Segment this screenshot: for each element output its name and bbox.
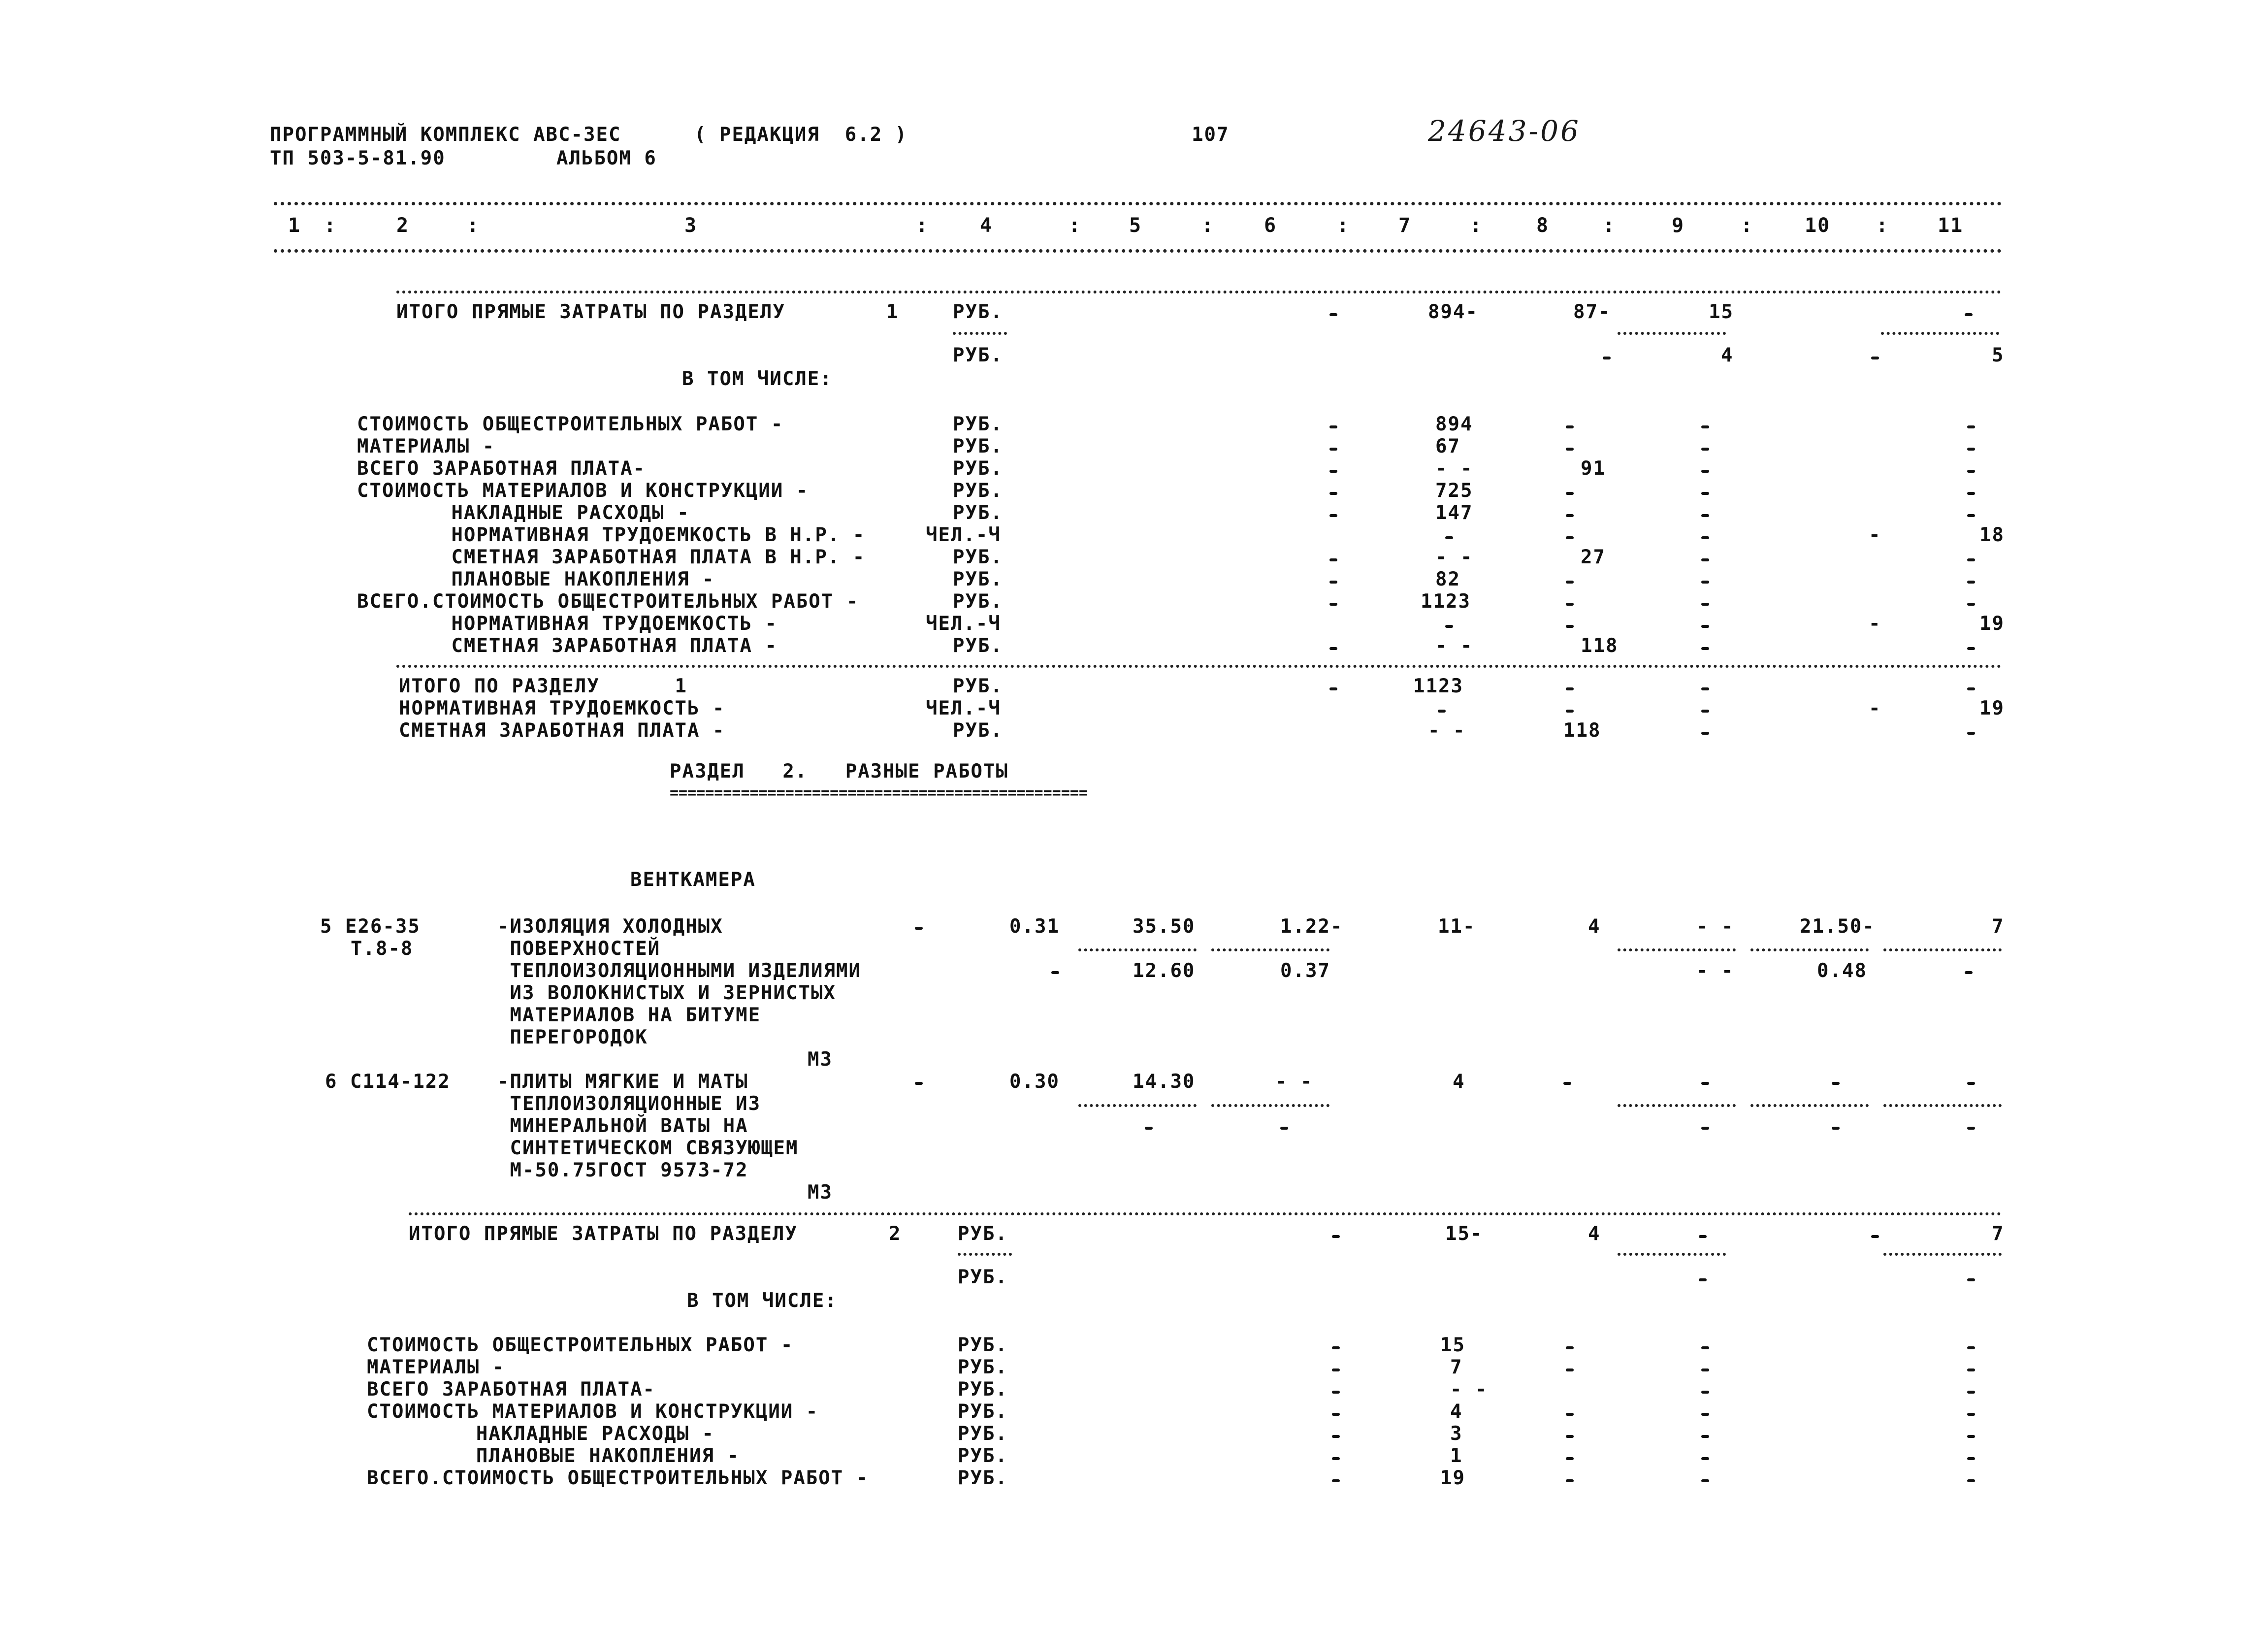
item6-line: -ПЛИТЫ МЯГКИЕ И МАТЫ <box>497 1071 748 1093</box>
row-label: СМЕТНАЯ ЗАРАБОТНАЯ ПЛАТА - <box>414 635 778 657</box>
item6-line: МИНЕРАЛЬНОЙ ВАТЫ НА <box>497 1115 748 1137</box>
row-unit: ЧЕЛ.-Ч <box>926 524 1001 546</box>
item5-c9b: - - <box>1696 960 1734 982</box>
dash-mark <box>1967 425 1975 428</box>
dash-mark <box>1701 470 1709 473</box>
section1-total-c9: 15 <box>1709 301 1734 323</box>
dash-mark <box>1329 313 1337 316</box>
row-c7: 147 <box>1435 502 1473 524</box>
row-label: СМЕТНАЯ ЗАРАБОТНАЯ ПЛАТА В Н.Р. - <box>414 546 866 568</box>
c9-rule <box>1618 1104 1736 1107</box>
dash-mark <box>1967 492 1975 495</box>
col-7: 7 <box>1398 214 1412 237</box>
col-sep: : <box>324 214 337 237</box>
dash-mark <box>1329 514 1337 517</box>
dash-mark <box>1445 625 1453 628</box>
dash-mark <box>1701 625 1709 628</box>
dash-mark <box>1566 625 1574 628</box>
section1-total-label: ИТОГО ПРЯМЫЕ ЗАТРАТЫ ПО РАЗДЕЛУ <box>396 301 785 323</box>
section2-total-unit: РУБ. <box>958 1223 1008 1245</box>
item6-line: М-50.75ГОСТ 9573-72 <box>497 1159 748 1181</box>
dash-mark <box>1566 581 1574 584</box>
c11-rule <box>1883 948 2002 951</box>
section2-underline: =============================================== <box>670 786 1088 801</box>
dash-mark <box>1832 1082 1840 1085</box>
row-unit: РУБ. <box>958 1467 1008 1489</box>
section1-including: В ТОМ ЧИСЛЕ: <box>682 368 833 390</box>
col-4: 4 <box>980 214 993 237</box>
item6-line: ТЕПЛОИЗОЛЯЦИОННЫЕ ИЗ <box>497 1093 761 1115</box>
unit-rule <box>958 1253 1012 1256</box>
handwritten-code: 24643-06 <box>1428 114 1581 148</box>
row-c11: 18 <box>1979 524 2005 546</box>
row-unit: РУБ. <box>958 1423 1008 1445</box>
row-label: НАКЛАДНЫЕ РАСХОДЫ - <box>414 502 690 524</box>
dash-mark <box>1332 1435 1340 1438</box>
dash-mark <box>1329 687 1337 690</box>
col-sep: : <box>1201 214 1215 237</box>
row-unit: РУБ. <box>953 568 1003 590</box>
item5-c5: 35.50 <box>1133 915 1196 938</box>
item6-c7: 4 <box>1453 1071 1465 1093</box>
row-unit: ЧЕЛ.-Ч <box>926 613 1001 635</box>
section2-total-c7: 15- <box>1445 1223 1483 1245</box>
page-number: 107 <box>1192 124 1230 146</box>
c5-rule <box>1078 1104 1197 1107</box>
unit-rule <box>953 332 1007 335</box>
row-c10: - <box>1869 524 1881 546</box>
c9-rule <box>1618 1253 1726 1256</box>
dash-mark <box>1701 425 1709 428</box>
dash-mark <box>1329 448 1337 451</box>
dash-mark <box>1701 1435 1709 1438</box>
item5-c11: 7 <box>1992 915 2005 938</box>
row-unit: РУБ. <box>953 635 1003 657</box>
dash-mark <box>1566 1346 1574 1349</box>
dash-mark <box>1701 603 1709 606</box>
row-label: СТОИМОСТЬ МАТЕРИАЛОВ И КОНСТРУКЦИИ - <box>357 480 809 502</box>
dash-mark <box>1566 687 1574 690</box>
c10-rule <box>1750 948 1869 951</box>
col-8: 8 <box>1536 214 1550 237</box>
header-rule-top <box>274 202 2002 205</box>
item5-line: ИЗ ВОЛОКНИСТЫХ И ЗЕРНИСТЫХ <box>497 982 836 1004</box>
dash-mark <box>1967 448 1975 451</box>
project-code: ТП 503-5-81.90 <box>270 147 446 169</box>
item5-line: ТЕПЛОИЗОЛЯЦИОННЫМИ ИЗДЕЛИЯМИ <box>497 960 861 982</box>
dash-mark <box>1701 1391 1709 1394</box>
row-label: СТОИМОСТЬ ОБЩЕСТРОИТЕЛЬНЫХ РАБОТ - <box>357 413 784 435</box>
dash-mark <box>1699 1278 1707 1281</box>
section1-sub-c9: 4 <box>1721 344 1734 366</box>
dash-mark <box>1701 1368 1709 1371</box>
item5-c9: - - <box>1696 915 1734 938</box>
row-label: СТОИМОСТЬ МАТЕРИАЛОВ И КОНСТРУКЦИИ - <box>367 1401 819 1423</box>
dash-mark <box>1967 1368 1975 1371</box>
dash-mark <box>1329 425 1337 428</box>
item5-num: 5 Е26-35 <box>320 915 421 938</box>
dash-mark <box>1332 1235 1340 1238</box>
dash-mark <box>1566 448 1574 451</box>
col-2: 2 <box>396 214 410 237</box>
col-3: 3 <box>684 214 698 237</box>
row-label: НОРМАТИВНАЯ ТРУДОЕМКОСТЬ - <box>414 613 778 635</box>
dash-mark <box>1967 470 1975 473</box>
section1-total-unit: РУБ. <box>953 301 1003 323</box>
row-unit: РУБ. <box>958 1356 1008 1378</box>
dash-mark <box>1329 603 1337 606</box>
album: АЛЬБОМ 6 <box>556 147 657 169</box>
dash-mark <box>1967 558 1975 561</box>
dash-mark <box>1332 1368 1340 1371</box>
final-row-c8: 118 <box>1563 719 1601 742</box>
dash-mark <box>1965 313 1973 316</box>
item5-line: МАТЕРИАЛОВ НА БИТУМЕ <box>497 1004 761 1026</box>
col-10: 10 <box>1805 214 1831 237</box>
dash-mark <box>1967 1391 1975 1394</box>
row-unit: РУБ. <box>953 435 1003 457</box>
dash-mark <box>1967 647 1975 650</box>
col-11: 11 <box>1938 214 1964 237</box>
final-row-unit: ЧЕЛ.-Ч <box>926 697 1001 719</box>
item6-unit: М3 <box>808 1181 833 1204</box>
dash-mark <box>1701 492 1709 495</box>
dash-mark <box>1566 1368 1574 1371</box>
c11-rule <box>1883 1104 2002 1107</box>
row-c7: 67 <box>1435 435 1460 457</box>
row-label: ВСЕГО.СТОИМОСТЬ ОБЩЕСТРОИТЕЛЬНЫХ РАБОТ - <box>367 1467 869 1489</box>
row-unit: РУБ. <box>953 590 1003 613</box>
dash-mark <box>1965 971 1973 974</box>
item6-c6: - - <box>1275 1071 1313 1093</box>
dash-mark <box>1967 1082 1975 1085</box>
dash-mark <box>1566 603 1574 606</box>
row-c7: 7 <box>1450 1356 1463 1378</box>
row-c8: 118 <box>1581 635 1619 657</box>
c11-rule <box>1883 1253 2002 1256</box>
c6-rule <box>1211 1104 1329 1107</box>
dash-mark <box>1967 1346 1975 1349</box>
dash-mark <box>1832 1127 1840 1130</box>
dash-mark <box>1566 536 1574 539</box>
dash-mark <box>1701 687 1709 690</box>
row-label: ПЛАНОВЫЕ НАКОПЛЕНИЯ - <box>426 1445 740 1467</box>
final-row-label: ИТОГО ПО РАЗДЕЛУ 1 <box>399 675 688 697</box>
col-sep: : <box>916 214 929 237</box>
section2-unit2: РУБ. <box>958 1266 1008 1288</box>
row-c7: 19 <box>1440 1467 1465 1489</box>
dash-mark <box>1563 1082 1571 1085</box>
row-unit: РУБ. <box>958 1401 1008 1423</box>
row-label: ВСЕГО ЗАРАБОТНАЯ ПЛАТА- <box>357 457 646 480</box>
row-unit: РУБ. <box>953 480 1003 502</box>
dash-mark <box>1438 710 1446 713</box>
final-row-label: НОРМАТИВНАЯ ТРУДОЕМКОСТЬ - <box>399 697 725 719</box>
final-row-unit: РУБ. <box>953 675 1003 697</box>
dash-mark <box>1967 1278 1975 1281</box>
dash-mark <box>1566 1479 1574 1482</box>
item5-c5b: 12.60 <box>1133 960 1196 982</box>
dash-mark <box>1701 1346 1709 1349</box>
item5-line: ПЕРЕГОРОДОК <box>497 1026 648 1048</box>
dash-mark <box>1332 1457 1340 1460</box>
c9-rule <box>1618 332 1726 335</box>
section2-subtitle: ВЕНТКАМЕРА <box>630 869 756 891</box>
edition: ( РЕДАКЦИЯ 6.2 ) <box>694 124 908 146</box>
dash-mark <box>1967 581 1975 584</box>
dash-mark <box>1701 1413 1709 1416</box>
final-row-c11: 19 <box>1979 697 2005 719</box>
dash-mark <box>1871 1235 1879 1238</box>
row-unit: РУБ. <box>953 413 1003 435</box>
row-label: ПЛАНОВЫЕ НАКОПЛЕНИЯ - <box>414 568 715 590</box>
dash-mark <box>1701 732 1709 735</box>
dash-mark <box>1701 558 1709 561</box>
row-label: МАТЕРИАЛЫ - <box>367 1356 505 1378</box>
program-title: ПРОГРАММНЫЙ КОМПЛЕКС АВС-ЗЕС <box>270 124 621 146</box>
item6-c4: 0.30 <box>1009 1071 1060 1093</box>
dash-mark <box>1967 1457 1975 1460</box>
final-row-c7: 1123 <box>1413 675 1463 697</box>
item5-c6: 1.22- <box>1280 915 1343 938</box>
header-rule-bottom <box>274 249 2002 253</box>
section1-top-rule <box>396 291 2002 293</box>
dash-mark <box>1332 1346 1340 1349</box>
section2-including: В ТОМ ЧИСЛЕ: <box>687 1290 838 1312</box>
section2-top-rule <box>409 1212 2002 1215</box>
item5-unit: М3 <box>808 1048 833 1071</box>
row-unit: РУБ. <box>953 502 1003 524</box>
row-label: ВСЕГО.СТОИМОСТЬ ОБЩЕСТРОИТЕЛЬНЫХ РАБОТ - <box>357 590 859 613</box>
dash-mark <box>1566 425 1574 428</box>
dash-mark <box>1701 1127 1709 1130</box>
row-unit: РУБ. <box>958 1334 1008 1356</box>
dash-mark <box>1329 558 1337 561</box>
row-unit: РУБ. <box>953 546 1003 568</box>
row-c7: 15 <box>1440 1334 1465 1356</box>
c5-rule <box>1078 948 1197 951</box>
item6-num: 6 С114-122 <box>325 1071 451 1093</box>
dash-mark <box>1699 1235 1707 1238</box>
dash-mark <box>1329 470 1337 473</box>
item5-line: -ИЗОЛЯЦИЯ ХОЛОДНЫХ <box>497 915 723 938</box>
dash-mark <box>1701 647 1709 650</box>
row-unit: РУБ. <box>958 1378 1008 1401</box>
col-sep: : <box>1069 214 1082 237</box>
item5-line: ПОВЕРХНОСТЕЙ <box>497 938 661 960</box>
final-row-c7: - - <box>1428 719 1466 742</box>
section1-sub-c11: 5 <box>1992 344 2005 366</box>
row-c7: 4 <box>1450 1401 1463 1423</box>
dash-mark <box>1701 536 1709 539</box>
dash-mark <box>1332 1413 1340 1416</box>
section2-total-c11: 7 <box>1992 1223 2005 1245</box>
section1-total-c8: 87- <box>1573 301 1611 323</box>
dash-mark <box>1871 357 1879 359</box>
row-unit: РУБ. <box>958 1445 1008 1467</box>
row-c7: 725 <box>1435 480 1473 502</box>
dash-mark <box>1967 1127 1975 1130</box>
col-9: 9 <box>1672 214 1685 237</box>
dash-mark <box>1967 1479 1975 1482</box>
dash-mark <box>1701 1457 1709 1460</box>
row-c8: 27 <box>1581 546 1606 568</box>
row-label: НОРМАТИВНАЯ ТРУДОЕМКОСТЬ В Н.Р. - <box>414 524 866 546</box>
dash-mark <box>1701 710 1709 713</box>
col-sep: : <box>1470 214 1483 237</box>
dash-mark <box>1967 1413 1975 1416</box>
dash-mark <box>915 927 923 930</box>
dash-mark <box>1701 581 1709 584</box>
dash-mark <box>1566 1435 1574 1438</box>
col-sep: : <box>1337 214 1350 237</box>
row-c7: - - <box>1450 1378 1488 1401</box>
col-sep: : <box>1603 214 1616 237</box>
dash-mark <box>1051 971 1059 974</box>
dash-mark <box>1701 448 1709 451</box>
dash-mark <box>1566 514 1574 517</box>
dash-mark <box>915 1082 923 1085</box>
row-label: МАТЕРИАЛЫ - <box>357 435 495 457</box>
final-row-c10: - <box>1869 697 1881 719</box>
dash-mark <box>1329 492 1337 495</box>
row-c8: 91 <box>1581 457 1606 480</box>
section2-title: РАЗДЕЛ 2. РАЗНЫЕ РАБОТЫ <box>670 760 1008 782</box>
dash-mark <box>1566 492 1574 495</box>
dash-mark <box>1566 1457 1574 1460</box>
dash-mark <box>1603 357 1611 359</box>
row-label: НАКЛАДНЫЕ РАСХОДЫ - <box>426 1423 715 1445</box>
row-c10: - <box>1869 613 1881 635</box>
row-c7: - - <box>1435 457 1473 480</box>
row-c7: 3 <box>1450 1423 1463 1445</box>
item5-c4: 0.31 <box>1009 915 1060 938</box>
dash-mark <box>1332 1391 1340 1394</box>
item5-c7: 11- <box>1438 915 1476 938</box>
col-sep: : <box>1741 214 1754 237</box>
dash-mark <box>1445 536 1453 539</box>
c11-rule <box>1881 332 1999 335</box>
row-c7: 82 <box>1435 568 1460 590</box>
row-c7: - - <box>1435 635 1473 657</box>
col-6: 6 <box>1264 214 1277 237</box>
item6-line: СИНТЕТИЧЕСКОМ СВЯЗУЮЩЕМ <box>497 1137 799 1159</box>
final-row-label: СМЕТНАЯ ЗАРАБОТНАЯ ПЛАТА - <box>399 719 725 742</box>
item5-code2: Т.8-8 <box>351 938 414 960</box>
section2-total-c8: 4 <box>1588 1223 1601 1245</box>
dash-mark <box>1701 1082 1709 1085</box>
row-unit: РУБ. <box>953 457 1003 480</box>
dash-mark <box>1967 603 1975 606</box>
item5-c10: 21.50- <box>1800 915 1875 938</box>
dash-mark <box>1332 1479 1340 1482</box>
dash-mark <box>1566 710 1574 713</box>
item5-c6b: 0.37 <box>1280 960 1330 982</box>
item6-c5: 14.30 <box>1133 1071 1196 1093</box>
dash-mark <box>1967 687 1975 690</box>
col-sep: : <box>467 214 480 237</box>
section1-total-number: 1 <box>886 301 899 323</box>
section1-final-rule <box>396 665 2002 668</box>
section1-unit2: РУБ. <box>953 344 1003 366</box>
row-c7: 1123 <box>1421 590 1471 613</box>
c10-rule <box>1750 1104 1869 1107</box>
dash-mark <box>1967 1435 1975 1438</box>
dash-mark <box>1329 581 1337 584</box>
dash-mark <box>1701 514 1709 517</box>
dash-mark <box>1701 1479 1709 1482</box>
dash-mark <box>1329 647 1337 650</box>
c6-rule <box>1211 948 1329 951</box>
c9-rule <box>1618 948 1736 951</box>
dash-mark <box>1967 514 1975 517</box>
row-c11: 19 <box>1979 613 2005 635</box>
row-label: ВСЕГО ЗАРАБОТНАЯ ПЛАТА- <box>367 1378 656 1401</box>
final-row-unit: РУБ. <box>953 719 1003 742</box>
row-c7: 894 <box>1435 413 1473 435</box>
section2-total-label: ИТОГО ПРЯМЫЕ ЗАТРАТЫ ПО РАЗДЕЛУ <box>409 1223 798 1245</box>
col-5: 5 <box>1129 214 1142 237</box>
section1-total-c7: 894- <box>1428 301 1478 323</box>
col-sep: : <box>1876 214 1889 237</box>
row-label: СТОИМОСТЬ ОБЩЕСТРОИТЕЛЬНЫХ РАБОТ - <box>367 1334 794 1356</box>
dash-mark <box>1967 732 1975 735</box>
item5-c10b: 0.48 <box>1817 960 1867 982</box>
row-c7: - - <box>1435 546 1473 568</box>
dash-mark <box>1566 1413 1574 1416</box>
section2-total-number: 2 <box>889 1223 902 1245</box>
col-1: 1 <box>288 214 301 237</box>
row-c7: 1 <box>1450 1445 1463 1467</box>
dash-mark <box>1145 1127 1153 1130</box>
item5-c8: 4 <box>1588 915 1601 938</box>
dash-mark <box>1280 1127 1288 1130</box>
